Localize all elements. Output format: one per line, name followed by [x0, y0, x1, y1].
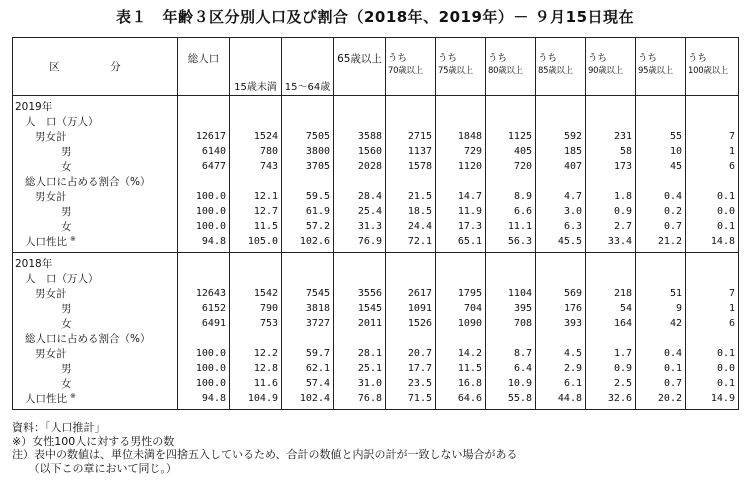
value-cell: 100.0 [178, 361, 230, 376]
empty-cell [282, 174, 334, 189]
value-cell: 1578 [386, 159, 436, 174]
value-cell: 57.2 [282, 219, 334, 234]
value-cell: 100.0 [178, 376, 230, 391]
empty-cell [334, 174, 386, 189]
empty-cell [536, 271, 586, 286]
value-cell: 55.8 [486, 391, 536, 410]
value-cell: 3727 [282, 316, 334, 331]
value-cell: 729 [436, 144, 486, 159]
empty-cell [486, 96, 536, 115]
value-cell: 21.5 [386, 189, 436, 204]
empty-cell [334, 114, 386, 129]
value-cell: 17.7 [386, 361, 436, 376]
sex-ratio-label [13, 391, 178, 410]
empty-cell [486, 253, 536, 272]
empty-cell [486, 331, 536, 346]
value-cell: 6.4 [486, 361, 536, 376]
value-cell: 12643 [178, 286, 230, 301]
value-cell: 1545 [334, 301, 386, 316]
ratio-heading: 総人口に占める割合（%） [13, 331, 178, 346]
row-label: 女 [13, 219, 178, 234]
value-cell: 61.9 [282, 204, 334, 219]
value-cell: 704 [436, 301, 486, 316]
value-cell: 100.0 [178, 346, 230, 361]
value-cell: 0.7 [636, 219, 686, 234]
value-cell: 0.1 [686, 219, 739, 234]
header-85over: うち 85歳以上 [536, 38, 586, 96]
year-label: 2018年 [13, 253, 178, 272]
block-2019 [13, 96, 739, 253]
note-source: 資料：「人口推計」 [12, 421, 106, 434]
value-cell: 8.7 [486, 346, 536, 361]
header-kubun: 区 分 [13, 38, 178, 96]
value-cell: 12.2 [230, 346, 282, 361]
empty-cell [686, 271, 739, 286]
empty-cell [586, 253, 636, 272]
table-row [13, 271, 739, 286]
value-cell: 1137 [386, 144, 436, 159]
empty-cell [334, 96, 386, 115]
value-cell: 2617 [386, 286, 436, 301]
page-title: 表１ 年齢３区分別人口及び割合（2018年、2019年）－ ９月15日現在 [115, 8, 635, 26]
empty-cell [636, 271, 686, 286]
empty-cell [386, 331, 436, 346]
value-cell: 94.8 [178, 234, 230, 253]
table-row [13, 253, 739, 272]
value-cell: 25.1 [334, 361, 386, 376]
value-cell: 405 [486, 144, 536, 159]
value-cell: 8.9 [486, 189, 536, 204]
value-cell: 753 [230, 316, 282, 331]
value-cell: 6 [686, 316, 739, 331]
value-cell: 31.3 [334, 219, 386, 234]
value-cell: 4.7 [536, 189, 586, 204]
value-cell: 3588 [334, 129, 386, 144]
row-label: 男女計 [13, 189, 178, 204]
value-cell: 71.5 [386, 391, 436, 410]
empty-cell [230, 174, 282, 189]
header-75over: うち 75歳以上 [436, 38, 486, 96]
value-cell: 3818 [282, 301, 334, 316]
empty-cell [586, 96, 636, 115]
value-cell: 743 [230, 159, 282, 174]
value-cell: 20.7 [386, 346, 436, 361]
table-row [13, 96, 739, 115]
value-cell: 0.9 [586, 204, 636, 219]
value-cell: 11.6 [230, 376, 282, 391]
empty-cell [334, 253, 386, 272]
value-cell: 57.4 [282, 376, 334, 391]
table-row [13, 346, 739, 361]
value-cell: 16.8 [436, 376, 486, 391]
empty-cell [686, 253, 739, 272]
empty-cell [436, 271, 486, 286]
value-cell: 0.1 [686, 376, 739, 391]
value-cell: 33.4 [586, 234, 636, 253]
row-label: 女 [13, 316, 178, 331]
value-cell: 28.1 [334, 346, 386, 361]
value-cell: 176 [536, 301, 586, 316]
value-cell: 2.5 [586, 376, 636, 391]
empty-cell [636, 114, 686, 129]
empty-cell [586, 174, 636, 189]
empty-cell [536, 253, 586, 272]
value-cell: 11.9 [436, 204, 486, 219]
note-rounding-cont: （以下この章において同じ。） [12, 461, 177, 475]
value-cell: 28.4 [334, 189, 386, 204]
table-row [13, 361, 739, 376]
asterisk-mark: ※ [70, 234, 76, 243]
row-label: 男女計 [13, 286, 178, 301]
value-cell: 94.8 [178, 391, 230, 410]
row-label: 男 [13, 144, 178, 159]
empty-cell [282, 114, 334, 129]
table-row [13, 316, 739, 331]
value-cell: 14.9 [686, 391, 739, 410]
empty-cell [586, 331, 636, 346]
value-cell: 12.7 [230, 204, 282, 219]
value-cell: 0.0 [686, 204, 739, 219]
value-cell: 1091 [386, 301, 436, 316]
empty-cell [282, 96, 334, 115]
value-cell: 780 [230, 144, 282, 159]
value-cell: 11.5 [436, 361, 486, 376]
value-cell: 64.6 [436, 391, 486, 410]
empty-cell [486, 174, 536, 189]
value-cell: 3705 [282, 159, 334, 174]
value-cell: 218 [586, 286, 636, 301]
empty-cell [536, 114, 586, 129]
value-cell: 2.7 [586, 219, 636, 234]
value-cell: 32.6 [586, 391, 636, 410]
value-cell: 1524 [230, 129, 282, 144]
value-cell: 4.5 [536, 346, 586, 361]
empty-cell [436, 96, 486, 115]
empty-cell [334, 331, 386, 346]
empty-cell [536, 96, 586, 115]
year-label: 2019年 [13, 96, 178, 115]
value-cell: 104.9 [230, 391, 282, 410]
value-cell: 11.5 [230, 219, 282, 234]
empty-cell [436, 174, 486, 189]
empty-cell [178, 253, 230, 272]
value-cell: 105.0 [230, 234, 282, 253]
row-label: 女 [13, 376, 178, 391]
empty-cell [282, 271, 334, 286]
value-cell: 6477 [178, 159, 230, 174]
table-row [13, 204, 739, 219]
value-cell: 23.5 [386, 376, 436, 391]
value-cell: 0.9 [586, 361, 636, 376]
empty-cell [282, 331, 334, 346]
table-row [13, 391, 739, 410]
header-100over: うち 100歳以上 [686, 38, 739, 96]
value-cell: 2715 [386, 129, 436, 144]
value-cell: 12617 [178, 129, 230, 144]
value-cell: 51 [636, 286, 686, 301]
header-65over: 65歳以上 [334, 38, 386, 96]
empty-cell [436, 114, 486, 129]
empty-cell [536, 331, 586, 346]
empty-cell [386, 96, 436, 115]
empty-cell [636, 253, 686, 272]
value-cell: 1560 [334, 144, 386, 159]
value-cell: 31.0 [334, 376, 386, 391]
table-row [13, 174, 739, 189]
asterisk-mark: ※ [70, 391, 76, 400]
table-row [13, 129, 739, 144]
value-cell: 185 [536, 144, 586, 159]
empty-cell [178, 174, 230, 189]
empty-cell [230, 271, 282, 286]
header-95over: うち 95歳以上 [636, 38, 686, 96]
row-label: 男 [13, 301, 178, 316]
empty-cell [386, 114, 436, 129]
value-cell: 0.1 [686, 189, 739, 204]
empty-cell [282, 253, 334, 272]
table-row [13, 234, 739, 253]
table-row [13, 189, 739, 204]
value-cell: 55 [636, 129, 686, 144]
value-cell: 6152 [178, 301, 230, 316]
value-cell: 102.6 [282, 234, 334, 253]
population-heading: 人 口（万人） [13, 114, 178, 129]
sex-ratio-text: 人口性比 [25, 393, 67, 405]
table-row [13, 114, 739, 129]
value-cell: 9 [636, 301, 686, 316]
sex-ratio-label [13, 234, 178, 253]
value-cell: 1542 [230, 286, 282, 301]
table-header [13, 38, 739, 96]
row-label: 男 [13, 204, 178, 219]
empty-cell [686, 96, 739, 115]
empty-cell [178, 331, 230, 346]
value-cell: 76.8 [334, 391, 386, 410]
population-table [12, 37, 739, 410]
value-cell: 25.4 [334, 204, 386, 219]
value-cell: 6.1 [536, 376, 586, 391]
empty-cell [334, 271, 386, 286]
value-cell: 0.1 [636, 361, 686, 376]
value-cell: 1526 [386, 316, 436, 331]
value-cell: 3.0 [536, 204, 586, 219]
empty-cell [636, 331, 686, 346]
value-cell: 76.9 [334, 234, 386, 253]
value-cell: 58 [586, 144, 636, 159]
value-cell: 14.2 [436, 346, 486, 361]
table-row [13, 376, 739, 391]
header-under15: 15歳未満 [230, 38, 282, 96]
empty-cell [178, 96, 230, 115]
empty-cell [686, 331, 739, 346]
empty-cell [486, 114, 536, 129]
empty-cell [636, 96, 686, 115]
value-cell: 42 [636, 316, 686, 331]
value-cell: 18.5 [386, 204, 436, 219]
value-cell: 6140 [178, 144, 230, 159]
notes [12, 421, 518, 475]
value-cell: 0.0 [686, 361, 739, 376]
value-cell: 72.1 [386, 234, 436, 253]
empty-cell [230, 114, 282, 129]
empty-cell [436, 331, 486, 346]
value-cell: 1 [686, 301, 739, 316]
value-cell: 12.8 [230, 361, 282, 376]
value-cell: 569 [536, 286, 586, 301]
header-15to64: 15～64歳 [282, 38, 334, 96]
value-cell: 21.2 [636, 234, 686, 253]
empty-cell [178, 114, 230, 129]
empty-cell [586, 271, 636, 286]
value-cell: 54 [586, 301, 636, 316]
block-2018 [13, 253, 739, 410]
value-cell: 393 [536, 316, 586, 331]
value-cell: 7 [686, 129, 739, 144]
value-cell: 0.7 [636, 376, 686, 391]
value-cell: 395 [486, 301, 536, 316]
empty-cell [230, 96, 282, 115]
value-cell: 1795 [436, 286, 486, 301]
value-cell: 100.0 [178, 219, 230, 234]
row-label: 男 [13, 361, 178, 376]
value-cell: 7 [686, 286, 739, 301]
empty-cell [436, 253, 486, 272]
empty-cell [230, 253, 282, 272]
value-cell: 45.5 [536, 234, 586, 253]
value-cell: 0.4 [636, 189, 686, 204]
value-cell: 7505 [282, 129, 334, 144]
empty-cell [386, 174, 436, 189]
value-cell: 2.9 [536, 361, 586, 376]
value-cell: 720 [486, 159, 536, 174]
sex-ratio-text: 人口性比 [25, 236, 67, 248]
empty-cell [536, 174, 586, 189]
population-heading: 人 口（万人） [13, 271, 178, 286]
empty-cell [230, 331, 282, 346]
table-row [13, 219, 739, 234]
value-cell: 7545 [282, 286, 334, 301]
table-row [13, 331, 739, 346]
value-cell: 10.9 [486, 376, 536, 391]
empty-cell [178, 271, 230, 286]
value-cell: 0.2 [636, 204, 686, 219]
value-cell: 59.5 [282, 189, 334, 204]
value-cell: 0.1 [686, 346, 739, 361]
ratio-heading: 総人口に占める割合（%） [13, 174, 178, 189]
value-cell: 1848 [436, 129, 486, 144]
value-cell: 17.3 [436, 219, 486, 234]
value-cell: 790 [230, 301, 282, 316]
value-cell: 1104 [486, 286, 536, 301]
value-cell: 14.8 [686, 234, 739, 253]
value-cell: 102.4 [282, 391, 334, 410]
value-cell: 3556 [334, 286, 386, 301]
value-cell: 1120 [436, 159, 486, 174]
table-row [13, 144, 739, 159]
value-cell: 1125 [486, 129, 536, 144]
value-cell: 10 [636, 144, 686, 159]
value-cell: 6.3 [536, 219, 586, 234]
header-70over: うち 70歳以上 [386, 38, 436, 96]
value-cell: 59.7 [282, 346, 334, 361]
note-rounding: 注）表中の数値は、単位未満を四捨五入しているため、合計の数値と内訳の計が一致しない場合がある [12, 448, 518, 461]
value-cell: 65.1 [436, 234, 486, 253]
value-cell: 100.0 [178, 204, 230, 219]
value-cell: 62.1 [282, 361, 334, 376]
value-cell: 0.4 [636, 346, 686, 361]
row-label: 男女計 [13, 129, 178, 144]
value-cell: 592 [536, 129, 586, 144]
value-cell: 1.8 [586, 189, 636, 204]
value-cell: 1090 [436, 316, 486, 331]
header-80over: うち 80歳以上 [486, 38, 536, 96]
value-cell: 407 [536, 159, 586, 174]
value-cell: 231 [586, 129, 636, 144]
row-label: 男女計 [13, 346, 178, 361]
value-cell: 708 [486, 316, 536, 331]
table-row [13, 286, 739, 301]
note-sex-ratio: ※）女性100人に対する男性の数 [12, 434, 175, 448]
header-total: 総人口 [178, 38, 230, 96]
empty-cell [386, 253, 436, 272]
value-cell: 1 [686, 144, 739, 159]
value-cell: 12.1 [230, 189, 282, 204]
row-label: 女 [13, 159, 178, 174]
value-cell: 11.1 [486, 219, 536, 234]
header-90over: うち 90歳以上 [586, 38, 636, 96]
empty-cell [636, 174, 686, 189]
value-cell: 24.4 [386, 219, 436, 234]
empty-cell [486, 271, 536, 286]
value-cell: 164 [586, 316, 636, 331]
value-cell: 173 [586, 159, 636, 174]
value-cell: 56.3 [486, 234, 536, 253]
value-cell: 14.7 [436, 189, 486, 204]
value-cell: 3800 [282, 144, 334, 159]
table-row [13, 159, 739, 174]
value-cell: 6.6 [486, 204, 536, 219]
value-cell: 45 [636, 159, 686, 174]
value-cell: 2011 [334, 316, 386, 331]
value-cell: 44.8 [536, 391, 586, 410]
value-cell: 6491 [178, 316, 230, 331]
table-row [13, 301, 739, 316]
empty-cell [386, 271, 436, 286]
value-cell: 6 [686, 159, 739, 174]
empty-cell [686, 114, 739, 129]
empty-cell [586, 114, 636, 129]
empty-cell [686, 174, 739, 189]
value-cell: 20.2 [636, 391, 686, 410]
value-cell: 100.0 [178, 189, 230, 204]
value-cell: 1.7 [586, 346, 636, 361]
value-cell: 2028 [334, 159, 386, 174]
